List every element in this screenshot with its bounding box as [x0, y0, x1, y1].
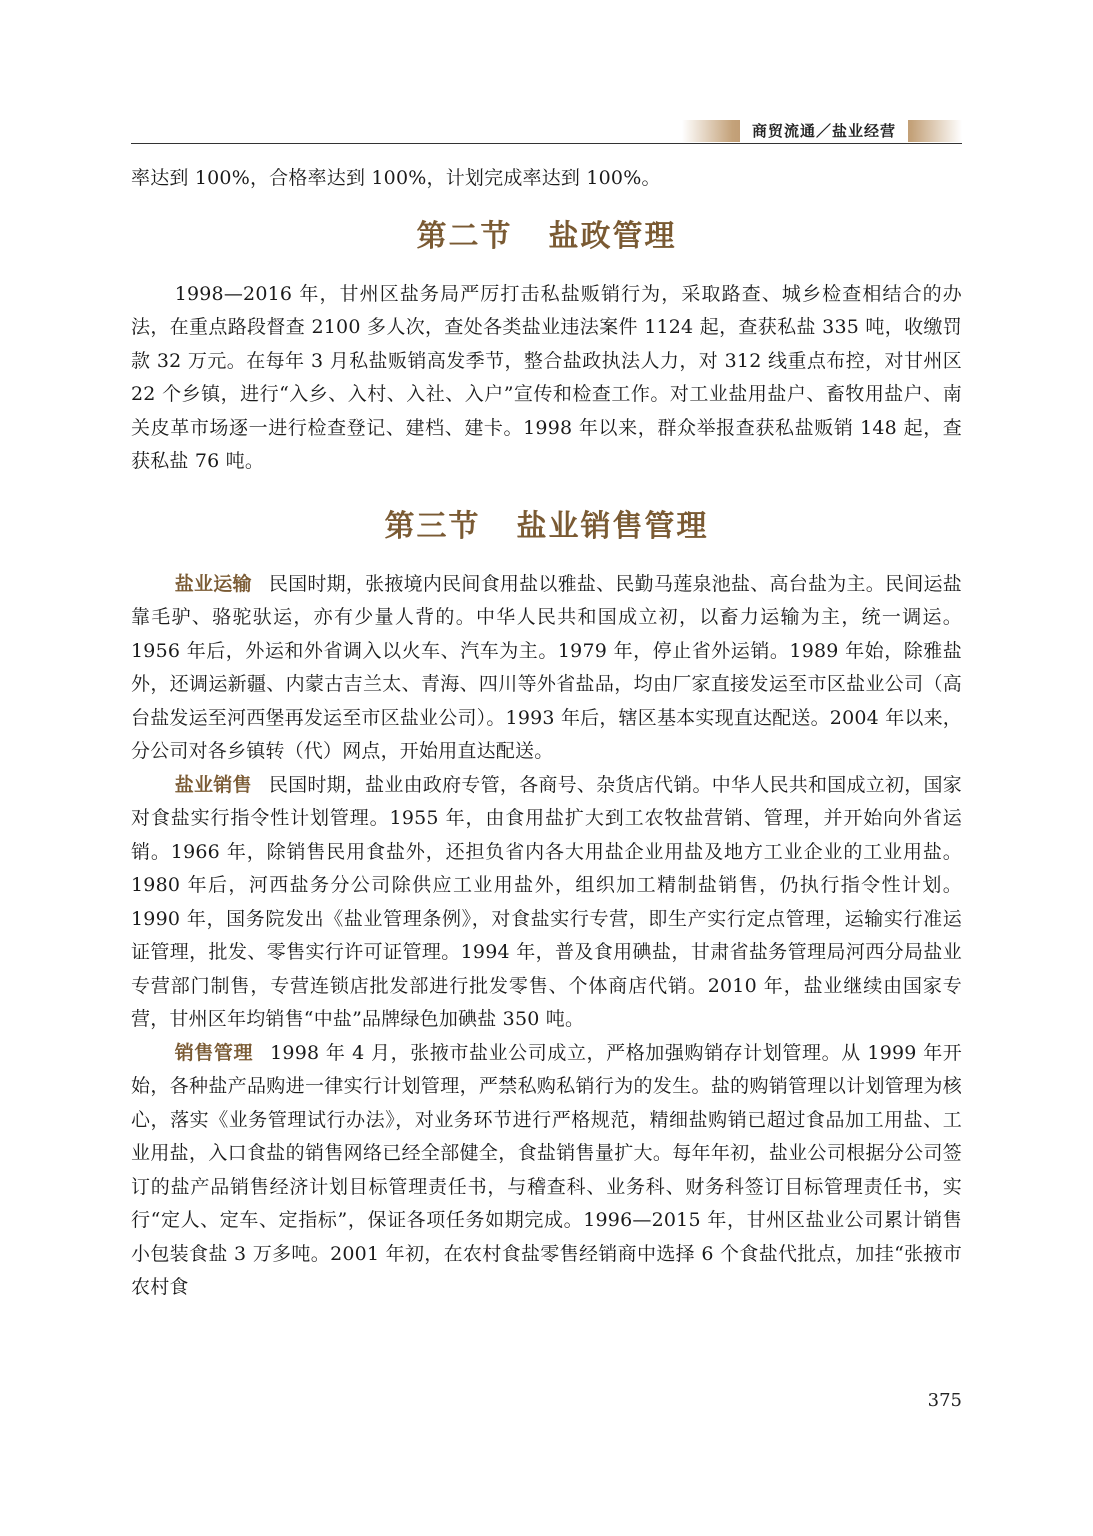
- section-title-text: 盐业销售管理: [516, 508, 709, 544]
- paragraph-continued: 率达到 100%，合格率达到 100%，计划完成率达到 100%。: [131, 167, 661, 189]
- section-number: 第三节: [384, 508, 481, 544]
- header-rule: [131, 143, 962, 144]
- paragraph-text: 民国时期，盐业由政府专管，各商号、杂货店代销。中华人民共和国成立初，国家对食盐实行指令性计划管理。1955 年，由食用盐扩大到工农牧盐营销、管理，并开始向外省运销。1966 年，除销售民用食盐外，还担负省内各大用盐企业用盐及地方工业企业的工业用盐。1980 年后，河西盐务分公司除供应工业用盐外，组织加工精制盐销售，仍执行指令性计划。1990 年，国务院发出《盐业管理条例》，对食盐实行专营，即生产实行定点管理，运输实行准运证管理，批发、零售实行许可证管理。1994 年，普及食用碘盐，甘肃省盐务管理局河西分局盐业专营部门制售，专营连锁店批发部进行批发零售、个体商店代销。2010 年，盐业继续由国家专营，甘州区年均销售“中盐”品牌绿色加碘盐 350 吨。: [131, 773, 962, 1030]
- paragraph-salt-sales: [131, 769, 962, 1037]
- section-heading-3: [131, 486, 962, 568]
- keyword-sales-management: 销售管理: [174, 1041, 254, 1064]
- paragraph-salt-administration: 1998—2016 年，甘州区盐务局严厉打击私盐贩销行为，采取路查、城乡检查相结合的办法，在重点路段督查 2100 多人次，查处各类盐业违法案件 1124 起，查获私盐 335 吨，收缴罚款 32 万元。在每年 3 月私盐贩销高发季节，整合盐政执法人力，对 312 线重点布控，对甘州区 22 个乡镇，进行“入乡、入村、入社、入户”宣传和检查工作。对工业盐用盐户、畜牧用盐户、南关皮革市场逐一进行检查登记、建档、建卡。1998 年以来，群众举报查获私盐贩销 148 起，查获私盐 76 吨。: [131, 282, 962, 472]
- paragraph-text: 1998 年 4 月，张掖市盐业公司成立，严格加强购销存计划管理。从 1999 年开始，各种盐产品购进一律实行计划管理，严禁私购私销行为的发生。盐的购销管理以计划管理为核心，落实《业务管理试行办法》，对业务环节进行严格规范，精细盐购销已超过食品加工用盐、工业用盐，入口食盐的销售网络已经全部健全，食盐销售量扩大。每年年初，盐业公司根据分公司签订的盐产品销售经济计划目标管理责任书，与稽查科、业务科、财务科签订目标管理责任书，实行“定人、定车、定指标”，保证各项任务如期完成。1996—2015 年，甘州区盐业公司累计销售小包装食盐 3 万多吨。2001 年初，在农村食盐零售经销商中选择 6 个食盐代批点，加挂“张掖市农村食: [131, 1041, 962, 1298]
- page-body: [131, 162, 962, 1305]
- section-heading-2: [131, 196, 962, 278]
- running-header: 商贸流通／盐业经营: [740, 120, 908, 142]
- paragraph-salt-transport: [131, 568, 962, 769]
- section-number: 第二节: [416, 218, 513, 254]
- section-title-text: 盐政管理: [548, 218, 677, 254]
- page-number: 375: [927, 1390, 962, 1411]
- keyword-salt-sales: 盐业销售: [174, 773, 252, 796]
- keyword-salt-transport: 盐业运输: [174, 572, 252, 595]
- paragraph-text: 民国时期，张掖境内民间食用盐以雅盐、民勤马莲泉池盐、高台盐为主。民间运盐靠毛驴、骆驼驮运，亦有少量人背的。中华人民共和国成立初，以畜力运输为主，统一调运。1956 年后，外运和外省调入以火车、汽车为主。1979 年，停止省外运销。1989 年始，除雅盐外，还调运新疆、内蒙古吉兰太、青海、四川等外省盐品，均由厂家直接发运至市区盐业公司（高台盐发运至河西堡再发运至市区盐业公司）。1993 年后，辖区基本实现直达配送。2004 年以来，分公司对各乡镇转（代）网点，开始用直达配送。: [131, 572, 962, 762]
- paragraph-sales-management: [131, 1037, 962, 1305]
